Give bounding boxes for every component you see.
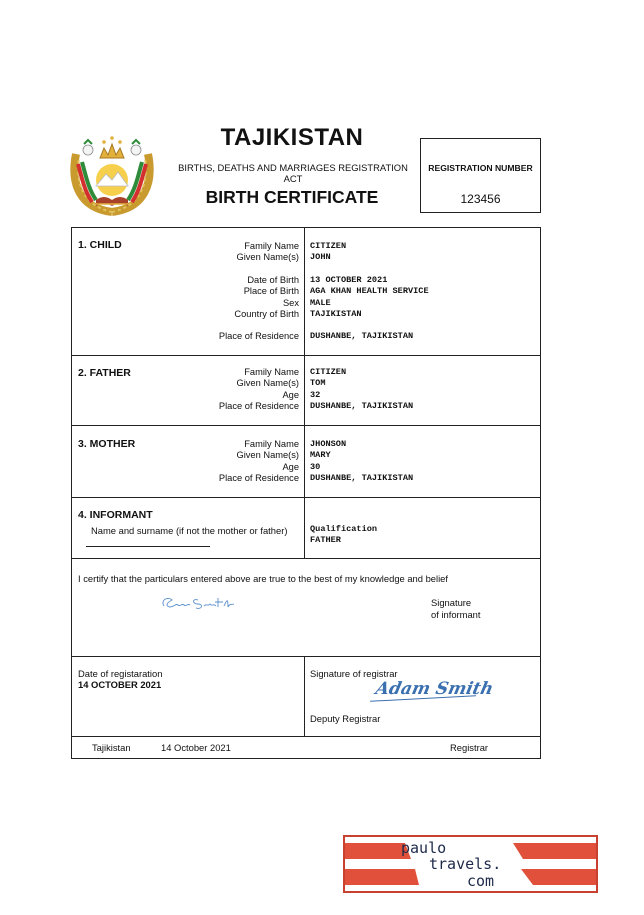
value-place-of-residence: DUSHANBE, TAJIKISTAN: [310, 331, 414, 342]
father-labels: [162, 367, 299, 413]
value-age: 32: [310, 389, 321, 400]
value-place-of-residence: DUSHANBE, TAJIKISTAN: [310, 401, 414, 412]
tajikistan-emblem-icon: [66, 128, 158, 216]
label-age: Age: [282, 461, 299, 472]
label-country-of-birth: Country of Birth: [234, 309, 299, 320]
informant-signature-label: [431, 597, 481, 620]
mother-labels: [162, 439, 299, 485]
certificate-table: [71, 227, 541, 759]
value-given-names: TOM: [310, 378, 326, 389]
watermark-line-1: paulo: [401, 839, 447, 857]
footer-date: 14 October 2021: [161, 742, 231, 753]
divider: [72, 355, 540, 356]
registrar-signature: Adam Smith: [373, 679, 496, 699]
registration-act: BIRTHS, DEATHS AND MARRIAGES REGISTRATION ACT: [178, 162, 408, 184]
value-age: 30: [310, 461, 321, 472]
value-given-names: MARY: [310, 450, 331, 461]
label-given-names: Given Name(s): [236, 252, 299, 263]
column-divider: [304, 228, 305, 558]
label-family-name: Family Name: [244, 367, 299, 377]
registration-number-label: REGISTRATION NUMBER: [428, 163, 533, 173]
column-divider: [304, 656, 305, 736]
section-title-mother: 3. MOTHER: [78, 438, 136, 450]
value-family-name: JHONSON: [310, 439, 347, 449]
informant-signature-icon: [158, 592, 236, 614]
informant-name-label: Name and surname (if not the mother or father): [91, 525, 288, 536]
watermark-line-2: travels.: [429, 855, 502, 873]
value-family-name: CITIZEN: [310, 241, 347, 251]
divider: [72, 425, 540, 426]
country-title: TAJIKISTAN: [220, 124, 364, 151]
father-values: [310, 367, 540, 413]
informant-name-line: [86, 546, 210, 547]
registrar-signature-label: Signature of registrar: [310, 668, 398, 679]
section-title-father: 2. FATHER: [78, 367, 131, 379]
mother-values: [310, 439, 540, 485]
deputy-registrar-label: Deputy Registrar: [310, 713, 381, 724]
label-given-names: Given Name(s): [236, 450, 299, 461]
section-title-informant: 4. INFORMANT: [78, 509, 153, 521]
divider: [72, 558, 540, 559]
value-date-of-birth: 13 OCTOBER 2021: [310, 274, 388, 285]
registration-date-value: 14 OCTOBER 2021: [78, 679, 162, 690]
footer-role: Registrar: [450, 742, 489, 753]
label-family-name: Family Name: [244, 439, 299, 449]
label-given-names: Given Name(s): [236, 378, 299, 389]
value-country-of-birth: TAJIKISTAN: [310, 309, 362, 320]
divider: [72, 497, 540, 498]
registration-date-label: Date of registaration: [78, 668, 163, 679]
document-title: BIRTH CERTIFICATE: [205, 187, 379, 207]
qualification-value: FATHER: [310, 535, 341, 546]
label-age: Age: [282, 389, 299, 400]
footer-place: Tajikistan: [92, 742, 131, 753]
child-values: [310, 241, 540, 343]
value-family-name: CITIZEN: [310, 367, 347, 377]
label-place-of-residence: Place of Residence: [218, 473, 299, 484]
registration-number-box: [420, 138, 541, 213]
watermark-line-3: com: [467, 872, 495, 890]
value-given-names: JOHN: [310, 252, 331, 263]
label-place-of-birth: Place of Birth: [243, 286, 299, 297]
certification-statement: I certify that the particulars entered above are true to the best of my knowledge and belief: [78, 573, 449, 584]
watermark-logo: [343, 835, 598, 893]
label-place-of-residence: Place of Residence: [218, 331, 299, 342]
qualification-label: Qualification: [310, 524, 378, 534]
registration-number-value: 123456: [460, 192, 501, 206]
section-title-child: 1. CHILD: [78, 239, 122, 251]
value-place-of-birth: AGA KHAN HEALTH SERVICE: [310, 286, 429, 297]
value-sex: MALE: [310, 297, 331, 308]
signature-line-2: of informant: [431, 608, 481, 620]
signature-line-1: Signature: [431, 597, 472, 608]
label-sex: Sex: [282, 297, 299, 308]
child-labels: [162, 241, 299, 343]
divider: [72, 736, 540, 737]
label-date-of-birth: Date of Birth: [247, 274, 299, 285]
informant-values: [310, 524, 540, 547]
label-family-name: Family Name: [244, 241, 299, 251]
label-place-of-residence: Place of Residence: [218, 401, 299, 412]
value-place-of-residence: DUSHANBE, TAJIKISTAN: [310, 473, 414, 484]
divider: [72, 656, 540, 657]
